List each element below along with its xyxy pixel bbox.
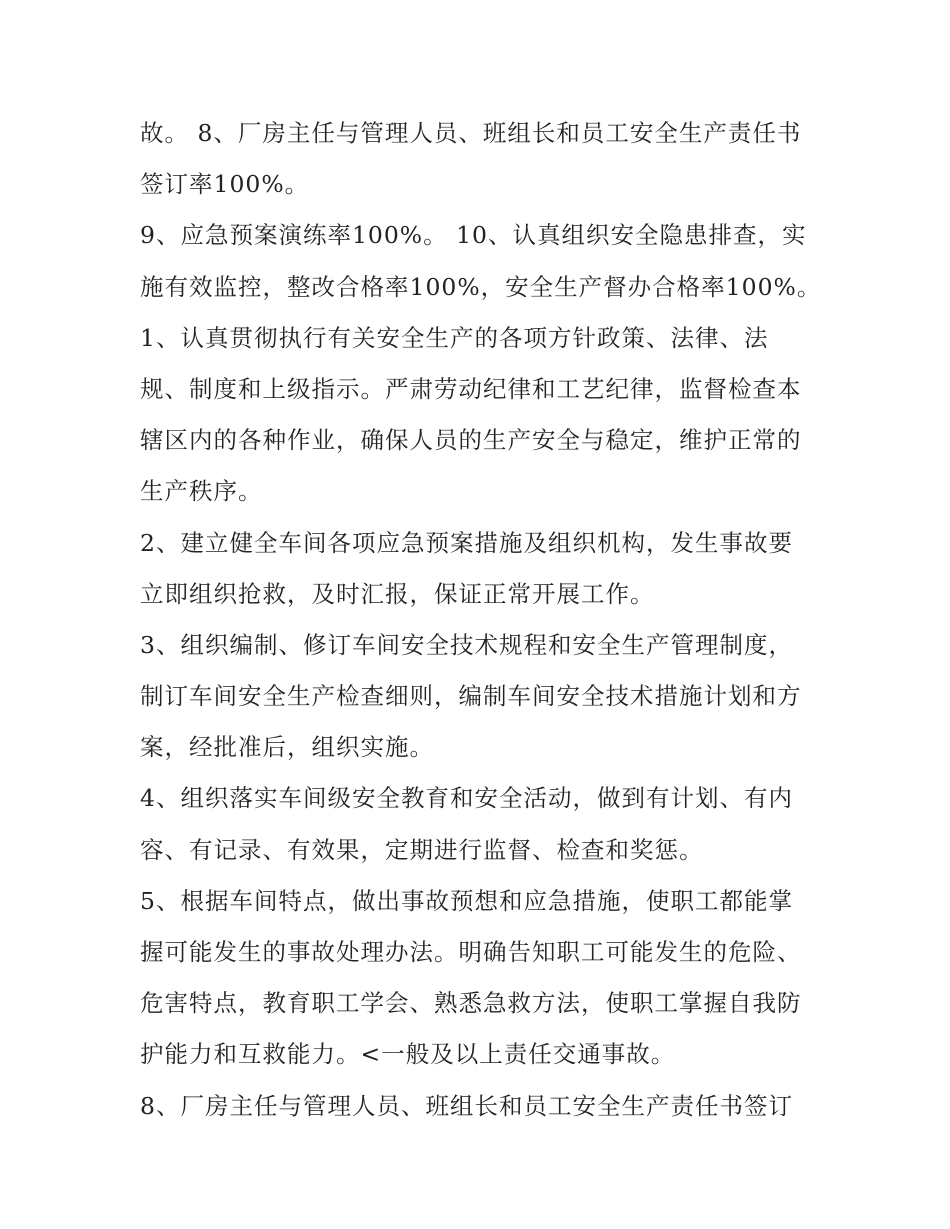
document-body: [140, 108, 822, 1132]
text-line-6: 规、制度和上级指示。严肃劳动纪律和工艺纪律，监督检查本: [140, 374, 802, 403]
text-line-13: 案，经批准后，组织实施。: [140, 733, 434, 762]
text-line-2: 签订率100%。: [140, 170, 310, 199]
text-line-1: 故。 8、厂房主任与管理人员、班组长和员工安全生产责任书: [140, 119, 802, 147]
text-line-11: 3、组织编制、修订车间安全技术规程和安全生产管理制度，: [140, 630, 793, 659]
text-line-15: 容、有记录、有效果，定期进行监督、检查和奖惩。: [140, 835, 704, 864]
text-line-14: 4、组织落实车间级安全教育和安全活动，做到有计划、有内: [140, 784, 793, 813]
text-line-9: 2、建立健全车间各项应急预案措施及组织机构，发生事故要: [140, 528, 793, 557]
text-line-8: 生产秩序。: [140, 477, 263, 506]
text-line-10: 立即组织抢救，及时汇报，保证正常开展工作。: [140, 579, 655, 608]
text-line-19: 护能力和互救能力。<一般及以上责任交通事故。: [140, 1040, 676, 1069]
text-line-17: 握可能发生的事故处理办法。明确告知职工可能发生的危险、: [140, 938, 802, 966]
text-line-18: 危害特点，教育职工学会、熟悉急救方法，使职工掌握自我防: [140, 989, 802, 1018]
text-line-20: 8、厂房主任与管理人员、班组长和员工安全生产责任书签订: [140, 1091, 793, 1120]
text-line-3: 9、应急预案演练率100%。 10、认真组织安全隐患排查，实: [140, 221, 807, 250]
text-line-12: 制订车间安全生产检查细则，编制车间安全技术措施计划和方: [140, 682, 802, 711]
text-line-4: 施有效监控，整改合格率100%，安全生产督办合格率100%。: [140, 272, 822, 301]
text-line-16: 5、根据车间特点，做出事故预想和应急措施，使职工都能掌: [140, 886, 793, 915]
text-line-7: 辖区内的各种作业，确保人员的生产安全与稳定，维护正常的: [140, 426, 802, 455]
text-line-5: 1、认真贯彻执行有关安全生产的各项方针政策、法律、法: [140, 323, 769, 352]
